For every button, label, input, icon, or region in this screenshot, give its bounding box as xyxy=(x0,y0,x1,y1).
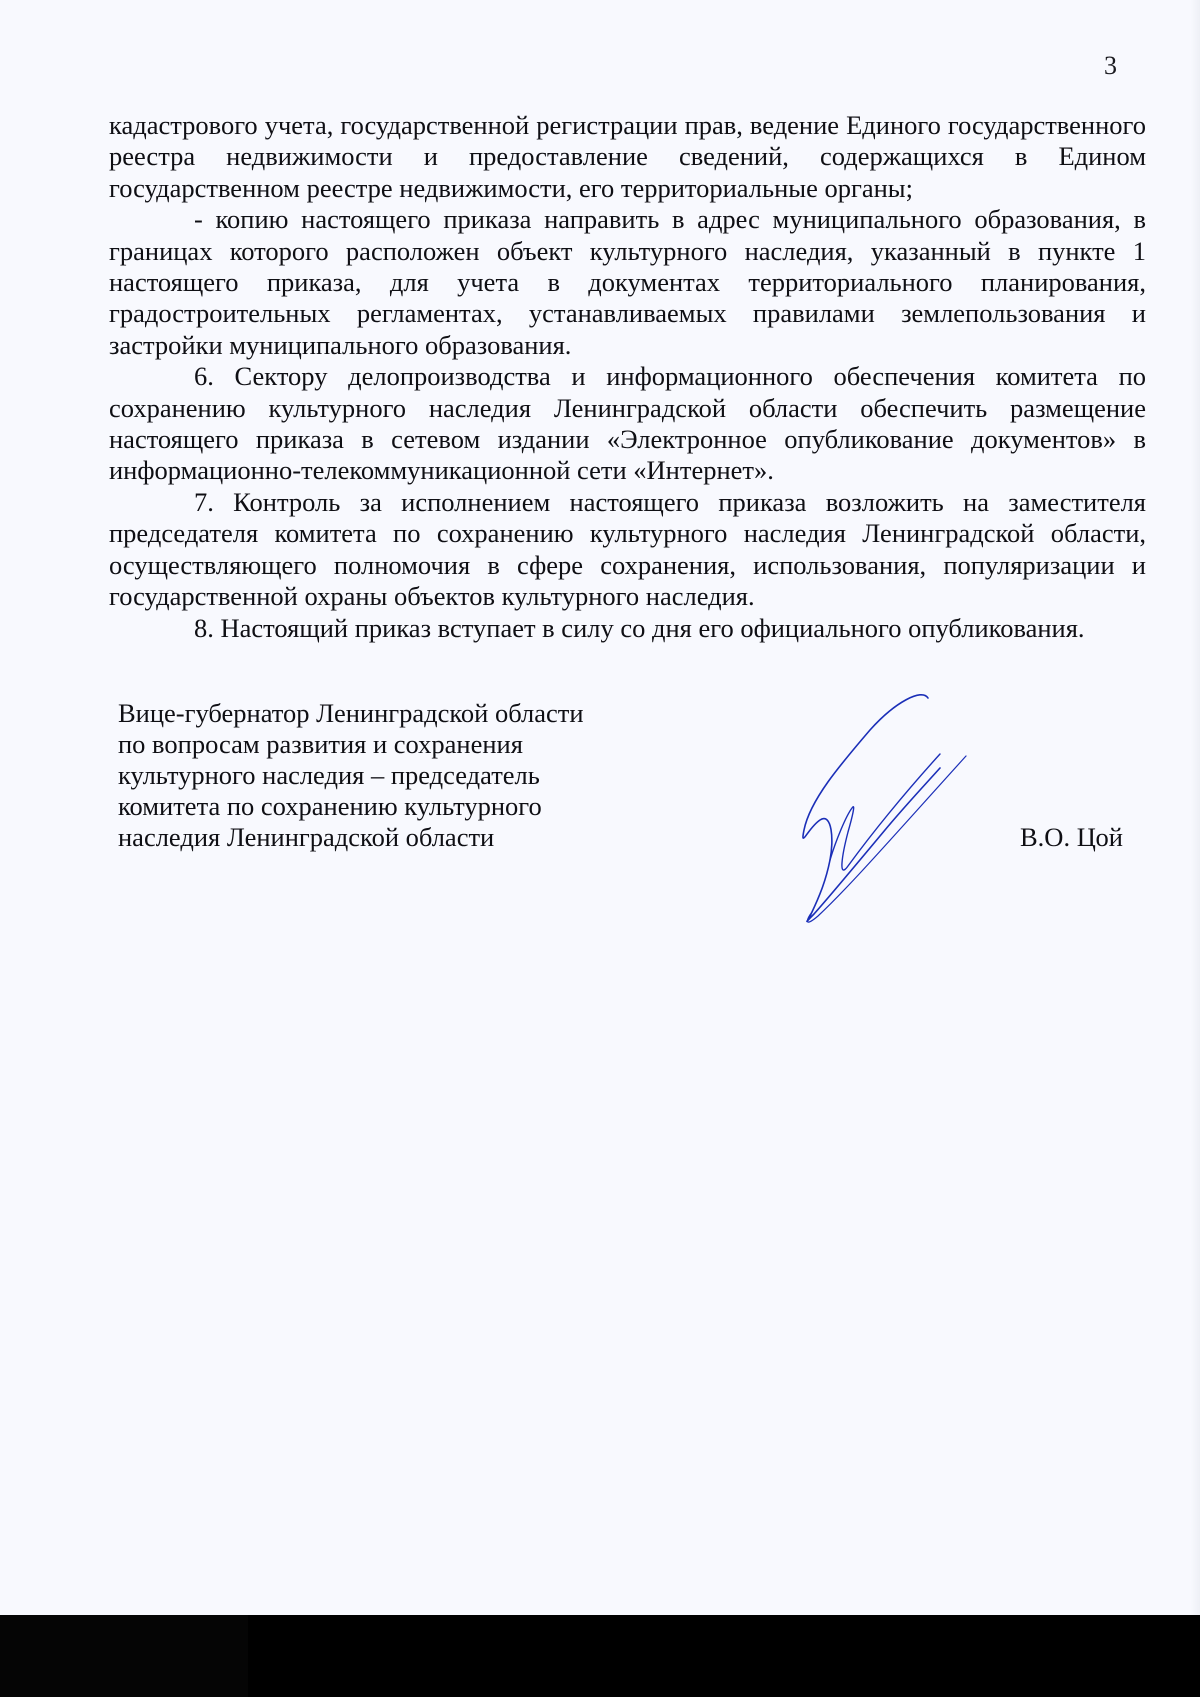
paragraph-cadastre-continuation: кадастрового учета, государственной регистрации прав, ведение Единого государственного реестра недвижимости и предоставление сведений, содержащихся в Едином государственном реестре недвижимости, его территориальные органы; xyxy=(109,110,1146,203)
document-body xyxy=(109,110,1146,644)
signatory-title-line: по вопросам развития и сохранения xyxy=(118,729,523,759)
paragraph-item-7: 7. Контроль за исполнением настоящего приказа возложить на заместителя председателя комитета по сохранению культурного наследия Ленинградской области, осуществляющего полномочия в сфере сохранения, использования, популяризации и государственной охраны объектов культурного наследия. xyxy=(109,486,1146,612)
signatory-title-line: Вице-губернатор Ленинградской области xyxy=(118,698,584,728)
signatory-title-line: комитета по сохранению культурного xyxy=(118,791,542,821)
page-number xyxy=(1104,46,1124,64)
handwritten-signature xyxy=(790,690,980,930)
signatory-title xyxy=(118,698,678,853)
scan-border-bottom-left xyxy=(0,1615,248,1697)
signature-stroke-loop xyxy=(830,754,940,870)
scan-edge-shadow xyxy=(1190,0,1200,1615)
paragraph-item-6: 6. Сектору делопроизводства и информационного обеспечения комитета по сохранению культурного наследия Ленинградской области обеспечить размещение настоящего приказа в сетевом издании «Электронное опубликование документов» в информационно-телекоммуникационной сети «Интернет». xyxy=(109,361,1146,486)
signatory-title-line: наследия Ленинградской области xyxy=(118,822,495,852)
signatory-title-line: культурного наследия – председатель xyxy=(118,760,540,790)
paragraph-municipal-copy: - копию настоящего приказа направить в адрес муниципального образования, в границах которого расположен объект культурного наследия, указанный в пункте 1 настоящего приказа, для учета в документах территориального планирования, градостроительных регламентах, устанавливаемых правилами землепользования и застройки муниципального образования. xyxy=(109,204,1146,360)
signer-name: В.О. Цой xyxy=(1020,822,1123,852)
paragraph-item-8: 8. Настоящий приказ вступает в силу со дня его официального опубликования. xyxy=(194,612,1085,643)
